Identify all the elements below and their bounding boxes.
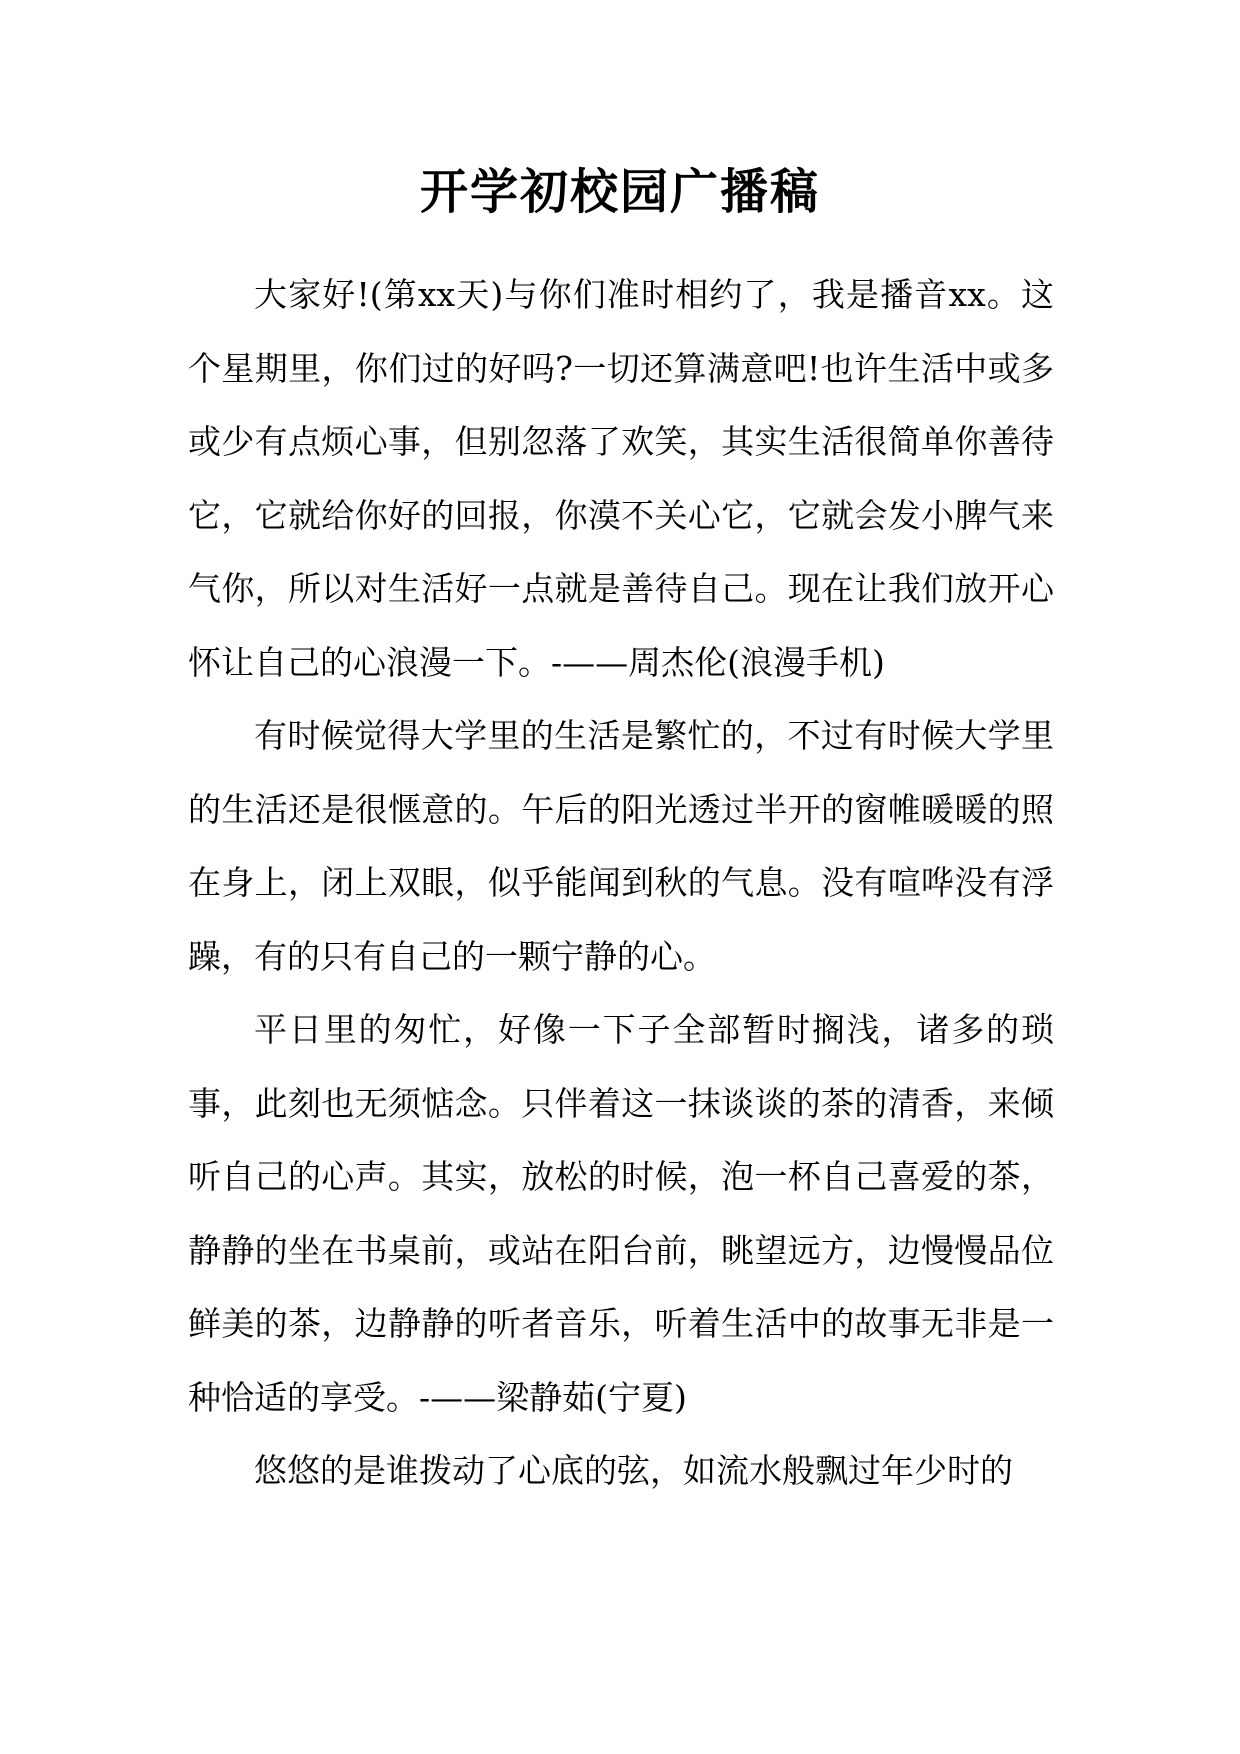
paragraph-2: 有时候觉得大学里的生活是繁忙的，不过有时候大学里的生活还是很惬意的。午后的阳光透过半开的窗帷暖暖的照在身上，闭上双眼，似乎能闻到秋的气息。没有喧哗没有浮躁，有的只有自己的一颗宁静的心。 (188, 716, 1054, 976)
paragraph-1: 大家好!(第xx天)与你们准时相约了，我是播音xx。这个星期里，你们过的好吗?一切还算满意吧!也许生活中或多或少有点烦心事，但别忽落了欢笑，其实生活很简单你善待它，它就给你好的回报，你漠不关心它，它就会发小脾气来气你，所以对生活好一点就是善待自己。现在让我们放开心怀让自己的心浪漫一下。-——周杰伦(浪漫手机) (188, 275, 1054, 682)
paragraph-3: 平日里的匆忙，好像一下子全部暂时搁浅，诸多的琐事，此刻也无须惦念。只伴着这一抹谈谈的茶的清香，来倾听自己的心声。其实，放松的时候，泡一杯自己喜爱的茶，静静的坐在书桌前，或站在阳台前，眺望远方，边慢慢品位鲜美的茶，边静静的听者音乐，听着生活中的故事无非是一种恰适的享受。-——梁静茹(宁夏) (188, 1010, 1054, 1417)
document-title: 开学初校园广播稿 (419, 164, 820, 220)
document-body (188, 258, 1054, 1508)
paragraph-4: 悠悠的是谁拨动了心底的弦，如流水般飘过年少时的 (254, 1451, 1013, 1490)
